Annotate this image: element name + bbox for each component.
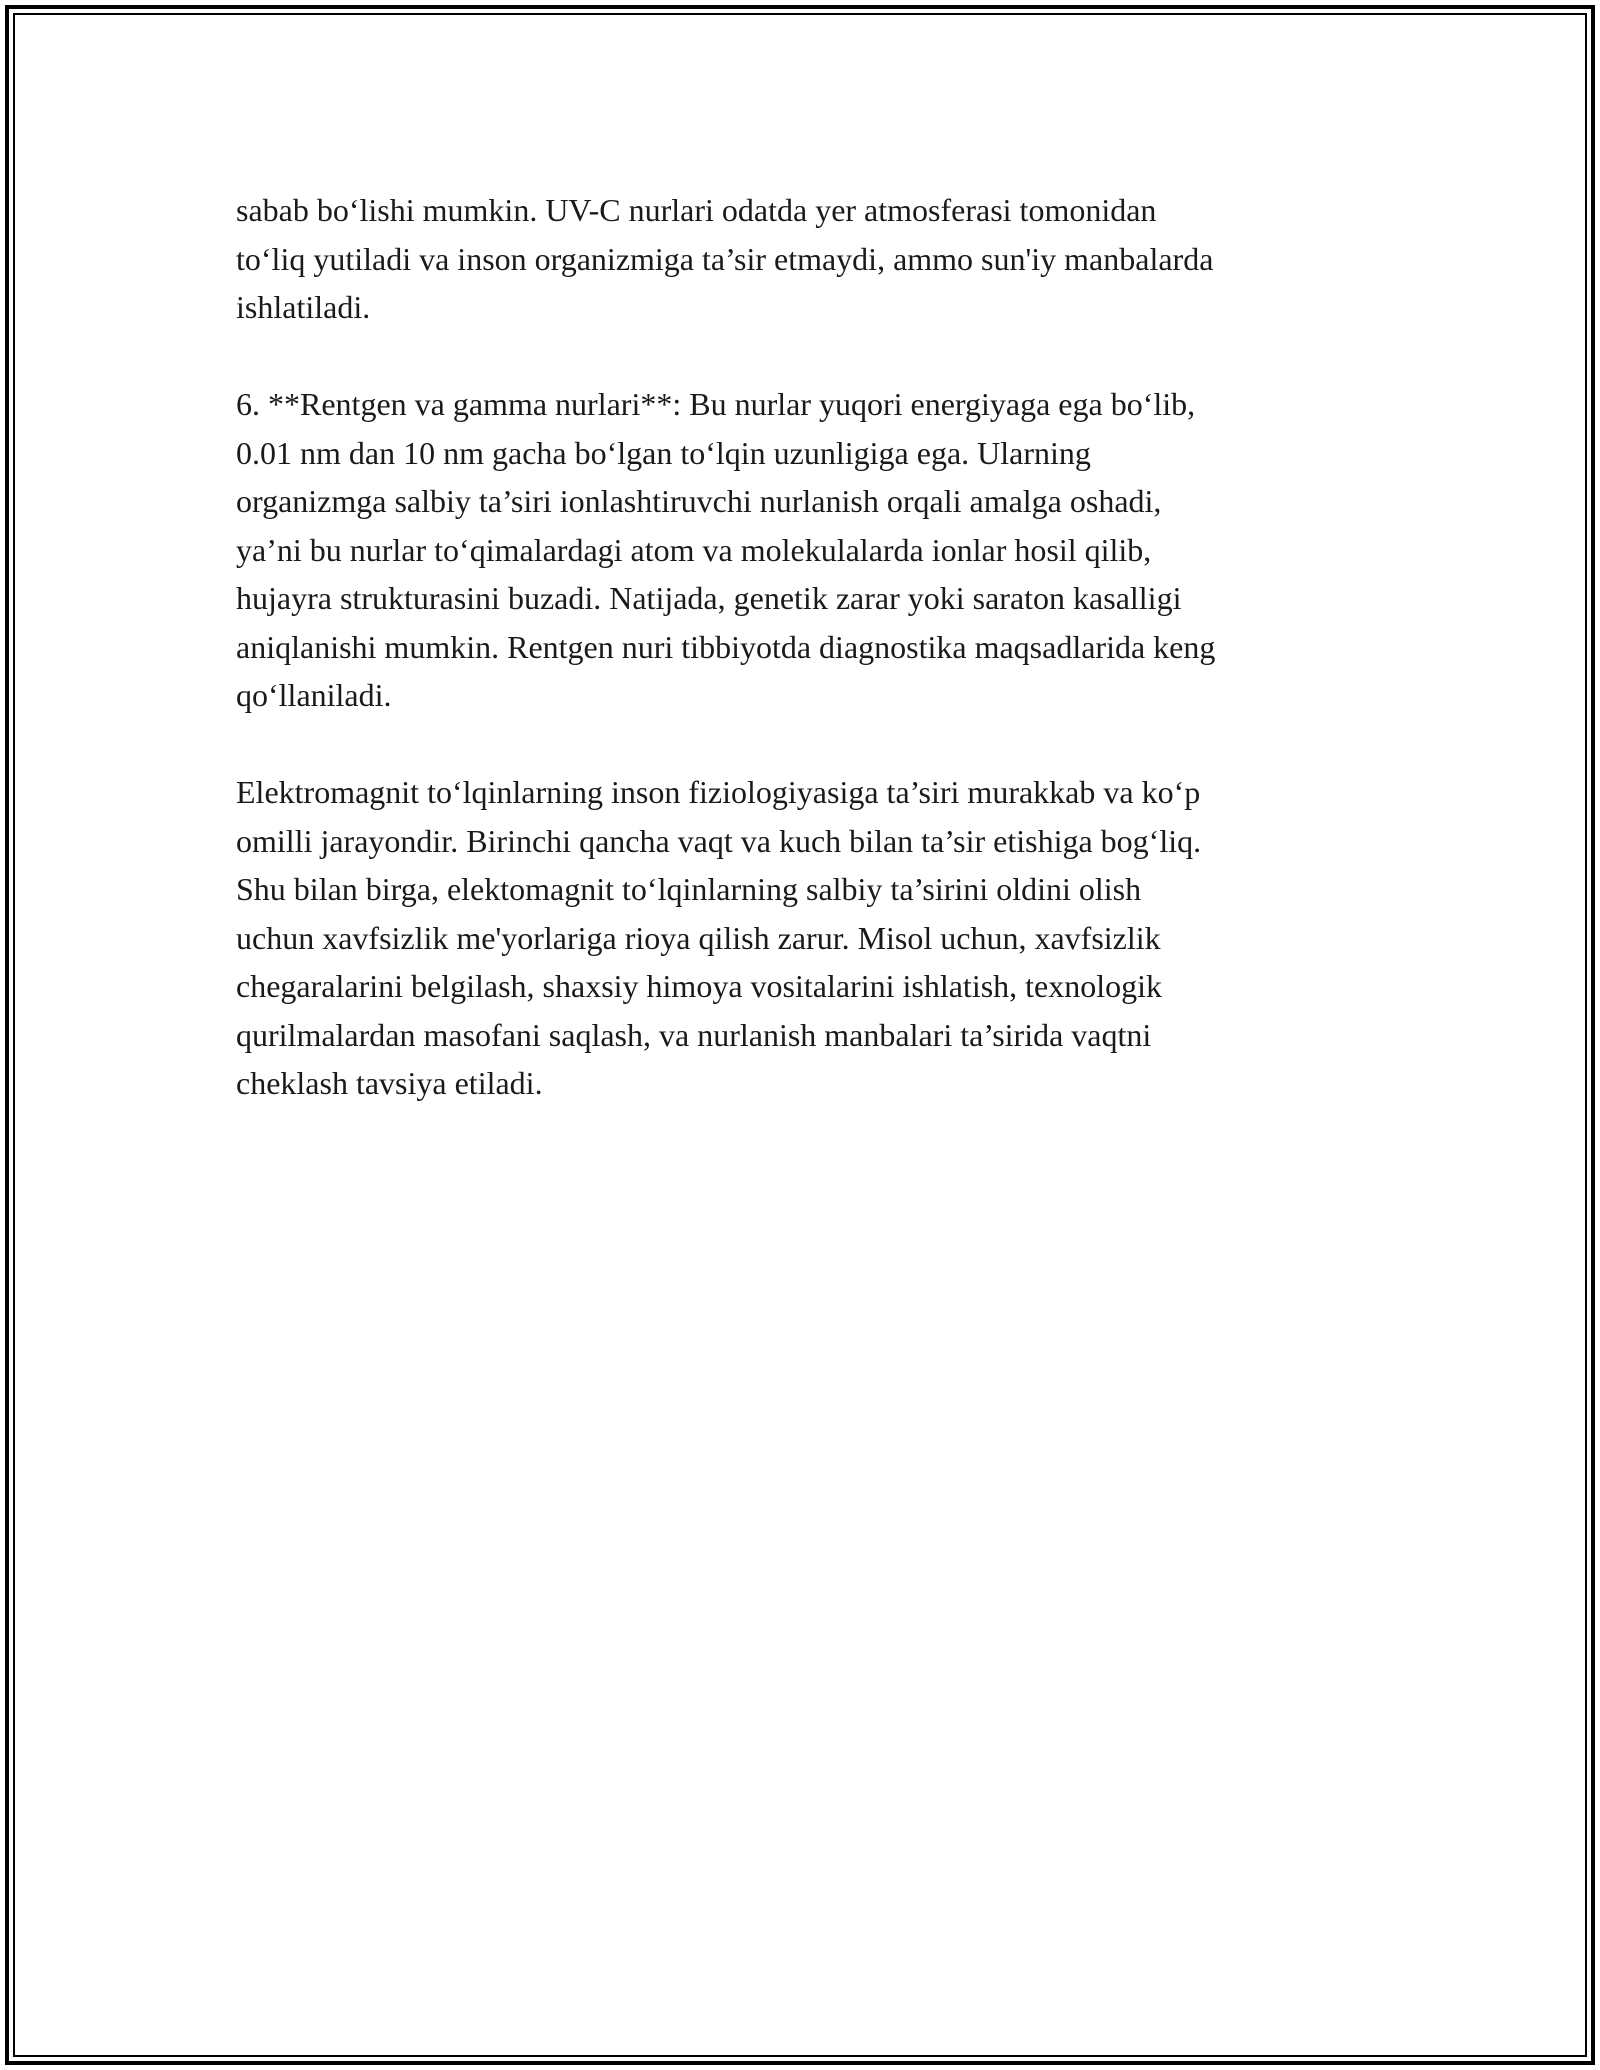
- text-line: omilli jarayondir. Birinchi qancha vaqt va kuch bilan ta’sir etishiga bog‘liq.: [236, 822, 1202, 859]
- paragraph-rentgen-gamma: [236, 380, 1376, 720]
- text-line: qurilmalardan masofani saqlash, va nurlanish manbalari ta’sirida vaqtni: [236, 1016, 1152, 1053]
- document-body: [236, 186, 1376, 1156]
- paragraph-conclusion: [236, 768, 1376, 1108]
- text-line: Elektromagnit to‘lqinlarning inson fiziologiyasiga ta’siri murakkab va ko‘p: [236, 774, 1201, 810]
- text-line: 6. **Rentgen va gamma nurlari**: Bu nurlar yuqori energiyaga ega bo‘lib,: [236, 386, 1196, 422]
- text-line: ya’ni bu nurlar to‘qimalardagi atom va molekulalarda ionlar hosil qilib,: [236, 531, 1152, 568]
- text-line: hujayra strukturasini buzadi. Natijada, genetik zarar yoki saraton kasalligi: [236, 580, 1182, 616]
- text-line: chegaralarini belgilash, shaxsiy himoya vositalarini ishlatish, texnologik: [236, 968, 1163, 1004]
- paragraph-uv-c: [236, 186, 1376, 332]
- text-line: sabab bo‘lishi mumkin. UV-C nurlari odatda yer atmosferasi tomonidan: [236, 192, 1157, 228]
- text-line: 0.01 nm dan 10 nm gacha bo‘lgan to‘lqin uzunligiga ega. Ularning: [236, 434, 1091, 471]
- text-line: qo‘llaniladi.: [236, 677, 392, 713]
- text-line: ishlatiladi.: [236, 289, 371, 325]
- text-line: cheklash tavsiya etiladi.: [236, 1065, 543, 1101]
- text-line: uchun xavfsizlik me'yorlariga rioya qilish zarur. Misol uchun, xavfsizlik: [236, 919, 1161, 956]
- text-line: aniqlanishi mumkin. Rentgen nuri tibbiyotda diagnostika maqsadlarida keng: [236, 628, 1216, 665]
- text-line: Shu bilan birga, elektomagnit to‘lqinlarning salbiy ta’sirini oldini olish: [236, 871, 1142, 907]
- text-line: to‘liq yutiladi va inson organizmiga ta’sir etmaydi, ammo sun'iy manbalarda: [236, 240, 1214, 277]
- text-line: organizmga salbiy ta’siri ionlashtiruvchi nurlanish orqali amalga oshadi,: [236, 483, 1162, 519]
